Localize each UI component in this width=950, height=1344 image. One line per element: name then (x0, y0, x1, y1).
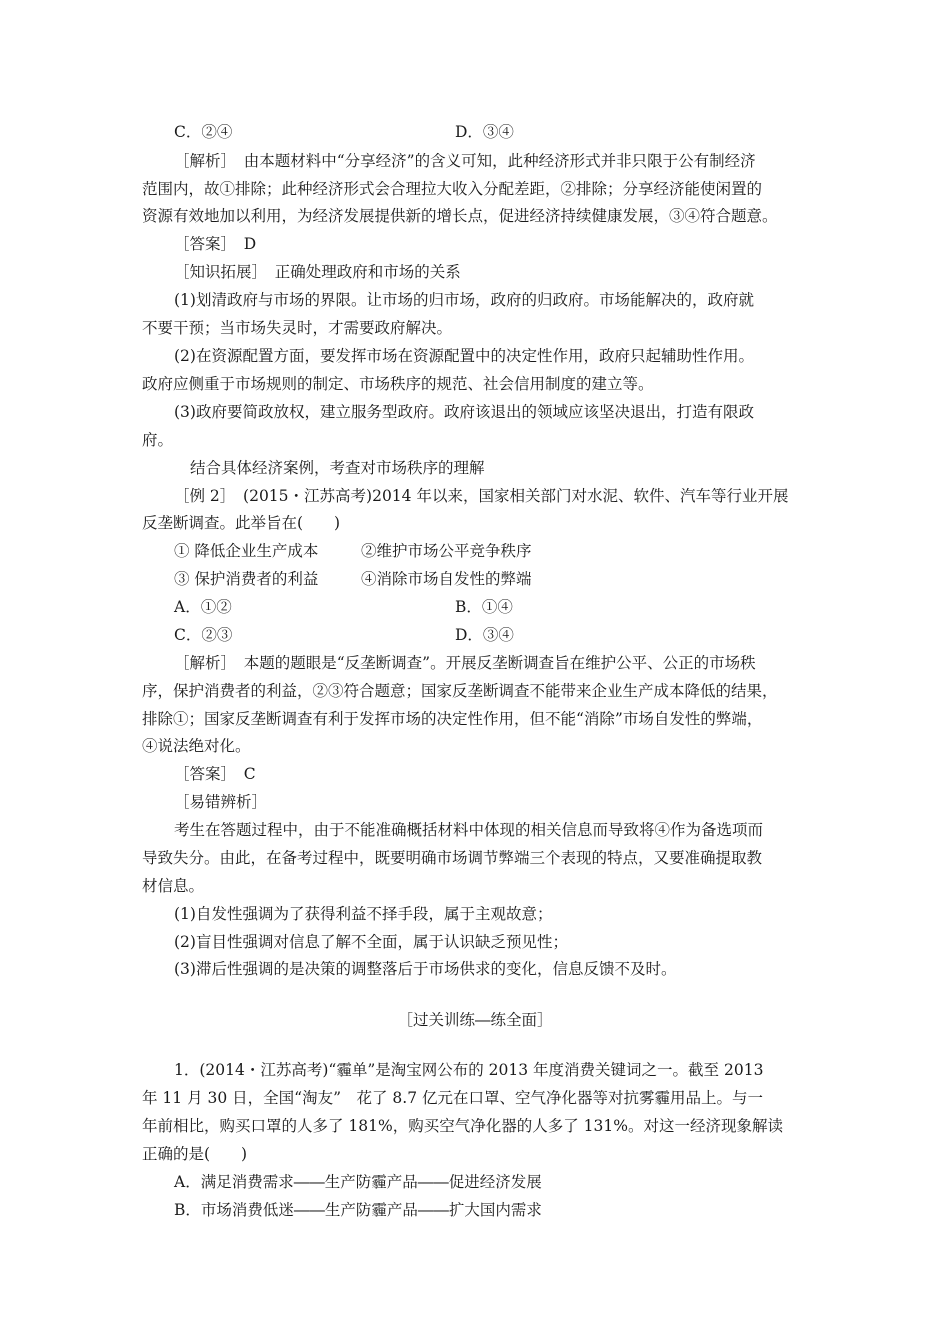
mistakes-line: 导致失分。由此，在备考过程中，既要明确市场调节弊端三个表现的特点，又要准确提取教 (142, 849, 763, 867)
analysis-line: 排除①；国家反垄断调查有利于发挥市场的决定性作用，但不能“消除”市场自发性的弊端， (142, 710, 763, 728)
analysis-line: ④说法绝对化。 (142, 737, 251, 755)
analysis-line: 序，保护消费者的利益，②③符合题意；国家反垄断调查不能带来企业生产成本降低的结果， (142, 682, 778, 700)
mistakes-line: 材信息。 (142, 877, 205, 895)
analysis-line: ［解析］ 由本题材料中“分享经济”的含义可知，此种经济形式并非只限于公有制经济 (174, 152, 756, 170)
section-intro: 结合具体经济案例，考查对市场秩序的理解 (190, 459, 485, 477)
extension-line: 政府应侧重于市场规则的制定、市场秩序的规范、社会信用制度的建立等。 (142, 375, 654, 393)
question-stem: 年前相比，购买口罩的人多了 181%，购买空气净化器的人多了 131%。对这一经济现象解读 (142, 1117, 783, 1135)
statement-item: ④消除市场自发性的弊端 (361, 570, 532, 588)
statement-item: ① 降低企业生产成本 (174, 542, 319, 560)
mistakes-line: 考生在答题过程中，由于不能准确概括材料中体现的相关信息而导致将④作为备选项而 (174, 821, 764, 839)
option-d: D．③④ (455, 123, 514, 141)
mistakes-line: (3)滞后性强调的是决策的调整落后于市场供求的变化，信息反馈不及时。 (174, 960, 677, 978)
option-b: B．①④ (455, 598, 513, 616)
option-c: C．②④ (174, 123, 233, 141)
question-stem: 反垄断调查。此举旨在( ) (142, 514, 341, 532)
statement-item: ③ 保护消费者的利益 (174, 570, 319, 588)
option-b: B．市场消费低迷――生产防霾产品――扩大国内需求 (174, 1201, 542, 1219)
mistakes-heading: ［易错辨析］ (174, 793, 268, 811)
extension-line: (2)在资源配置方面，要发挥市场在资源配置中的决定性作用，政府只起辅助性作用。 (174, 347, 754, 365)
extension-line: 府。 (142, 431, 174, 449)
option-d: D．③④ (455, 626, 514, 644)
extension-heading: ［知识拓展］ 正确处理政府和市场的关系 (174, 263, 461, 281)
analysis-line: 资源有效地加以利用，为经济发展提供新的增长点，促进经济持续健康发展，③④符合题意。 (142, 207, 778, 225)
option-a: A．满足消费需求――生产防霾产品――促进经济发展 (174, 1173, 542, 1191)
option-c: C．②③ (174, 626, 233, 644)
question-stem: 正确的是( ) (142, 1145, 248, 1163)
analysis-line: ［解析］ 本题的题眼是“反垄断调查”。开展反垄断调查旨在维护公平、公正的市场秩 (174, 654, 756, 672)
mistakes-line: (1)自发性强调为了获得利益不择手段，属于主观故意； (174, 905, 553, 923)
question-stem: ［例 2］ (2015・江苏高考)2014 年以来，国家相关部门对水泥、软件、汽车等行业开展 (174, 487, 789, 505)
extension-line: (1)划清政府与市场的界限。让市场的归市场，政府的归政府。市场能解决的，政府就 (174, 291, 754, 309)
question-stem: 年 11 月 30 日，全国“淘友” 花了 8.7 亿元在口罩、空气净化器等对抗雾霾用品上。与一 (142, 1089, 764, 1107)
question-stem: 1．(2014・江苏高考)“霾单”是淘宝网公布的 2013 年度消费关键词之一。截至 2013 (174, 1061, 764, 1079)
statement-item: ②维护市场公平竞争秩序 (361, 542, 532, 560)
option-a: A．①② (174, 598, 232, 616)
analysis-line: 范围内，故①排除；此种经济形式会合理拉大收入分配差距，②排除；分享经济能使闲置的 (142, 180, 763, 198)
answer: ［答案］ D (174, 235, 257, 253)
extension-line: (3)政府要简政放权，建立服务型政府。政府该退出的领域应该坚决退出，打造有限政 (174, 403, 754, 421)
section-heading: ［过关训练―练全面］ (397, 1011, 553, 1029)
answer: ［答案］ C (174, 765, 256, 783)
mistakes-line: (2)盲目性强调对信息了解不全面，属于认识缺乏预见性； (174, 933, 568, 951)
extension-line: 不要干预；当市场失灵时，才需要政府解决。 (142, 319, 453, 337)
